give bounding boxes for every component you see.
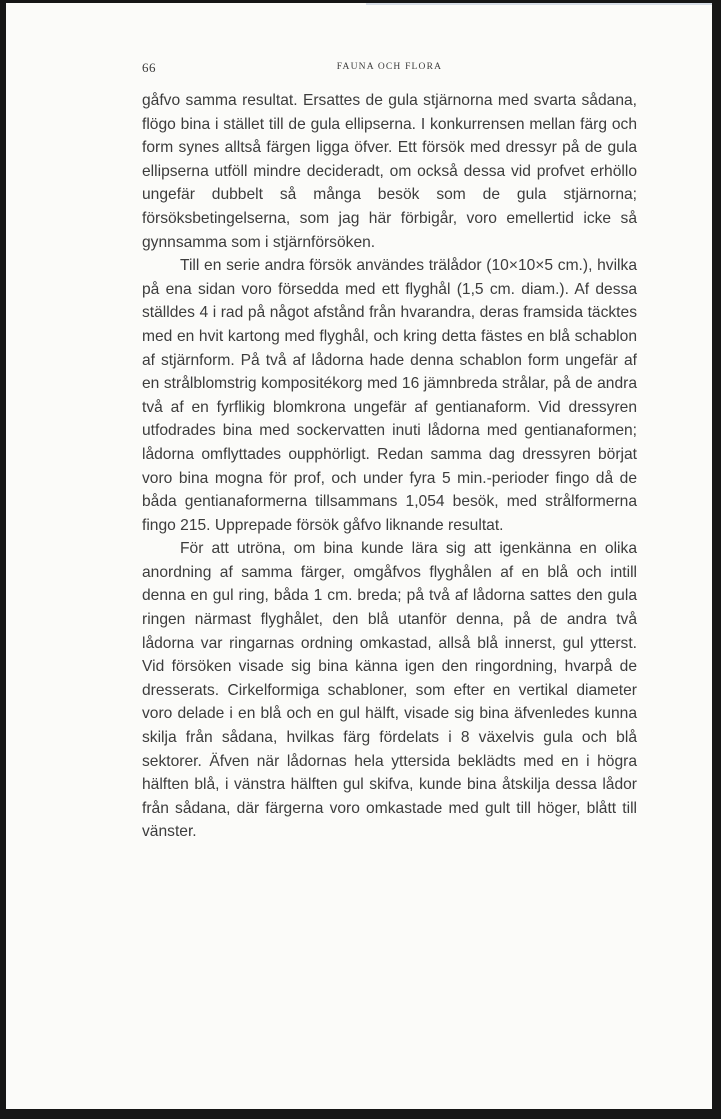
paragraph: gåfvo samma resultat. Ersattes de gula stjärnorna med svarta sådana, flögo bina i stället till de gula ellipserna. I konkurrensen mellan färg och form synes alltså färgen ligga öfver. Ett försök med dressyr på de gula ellipserna utföll mindre decideradt, om också dessa vid profvet erhöllo ungefär dubbelt så många besök som de gula stjärnorna; försöksbetingelserna, som jag här förbigår, voro emellertid icke så gynnsamma som i stjärnförsöken.: [142, 92, 637, 251]
paragraph: Till en serie andra försök användes trälådor (10×10×5 cm.), hvilka på ena sidan voro försedda med ett flyghål (1,5 cm. diam.). Af dessa ställdes 4 i rad på något afstånd från hvarandra, deras framsida täcktes med en hvit kartong med flyghål, och kring detta fästes en blå schablon af stjärnform. På två af lådorna hade denna schablon form ungefär af en strålblomstrig kompositékorg med 16 jämnbreda strålar, på de andra två af en fyrflikig blomkrona ungefär af gentianaform. Vid dressyren utfodrades bina med sockervatten inuti lådorna med gentianaformen; lådorna omflyttades oupphörligt. Redan samma dag dressyren börjat voro bina mogna för prof, och under fyra 5 min.-perioder fingo då de båda gentianaformerna tillsammans 1,054 besök, med strålformerna fingo 215. Upprepade försök gåfvo liknande resultat.: [142, 257, 637, 534]
body-text: [142, 89, 637, 844]
page-header: [142, 60, 637, 80]
page-edge-tint: [366, 3, 712, 5]
book-page: [6, 3, 712, 1109]
running-head: FAUNA OCH FLORA: [336, 62, 443, 72]
paragraph: För att utröna, om bina kunde lära sig att igenkänna en olika anordning af samma färger, omgåfvos flyghålen af en blå och intill denna en gul ring, båda 1 cm. breda; på två af lådorna sattes den gula ringen närmast flyghålet, den blå utanför denna, på de andra två lådorna var ringarnas ordning omkastad, allså blå innerst, gul ytterst. Vid försöken visade sig bina känna igen den ringordning, hvarpå de dresserats. Cirkelformiga schabloner, som efter en vertikal diameter voro delade i en blå och en gul hälft, visade sig bina äfvenledes kunna skilja från sådana, hvilkas färg fördelats i 8 växelvis gula och blå sektorer. Äfven när lådornas hela yttersida beklädts med en i högra hälften blå, i vänstra hälften gul skifva, kunde bina åtskilja dessa lådor från sådana, där färgerna voro omkastade med gult till höger, blått till vänster.: [142, 540, 637, 841]
page-number: 66: [142, 60, 156, 75]
